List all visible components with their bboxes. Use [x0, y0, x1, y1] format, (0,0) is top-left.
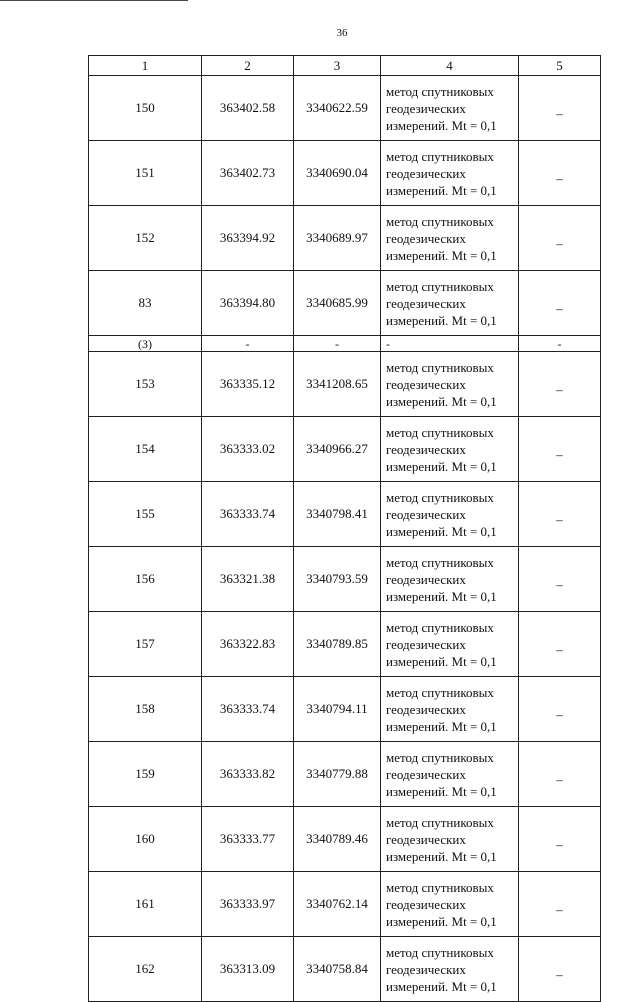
note-cell: – [519, 141, 601, 206]
point-number-cell: 161 [89, 872, 202, 937]
method-line: измерений. Mt = 0,1 [386, 523, 497, 539]
page-number: 36 [336, 27, 348, 39]
method-line: геодезических [386, 100, 466, 116]
note-cell: – [519, 677, 601, 742]
method-cell [381, 76, 519, 141]
table-row [89, 482, 601, 547]
method-line: метод спутниковых [386, 554, 494, 570]
point-number-cell: 154 [89, 417, 202, 482]
method-line: измерений. Mt = 0,1 [386, 182, 497, 198]
method-cell [381, 547, 519, 612]
y-coordinate-cell: 3340762.14 [294, 872, 381, 937]
x-coordinate-cell: 363394.80 [202, 271, 294, 336]
method-line: геодезических [386, 441, 466, 457]
method-line: геодезических [386, 506, 466, 522]
method-line: метод спутниковых [386, 148, 494, 164]
table-row [89, 612, 601, 677]
method-cell [381, 612, 519, 677]
method-line: метод спутниковых [386, 879, 494, 895]
method-line: геодезических [386, 571, 466, 587]
note-cell: – [519, 482, 601, 547]
header-col-5: 5 [519, 56, 601, 76]
header-col-1: 1 [89, 56, 202, 76]
method-line: геодезических [386, 961, 466, 977]
method-line: геодезических [386, 295, 466, 311]
y-coordinate-cell: 3340966.27 [294, 417, 381, 482]
table-row [89, 352, 601, 417]
point-number-cell: 158 [89, 677, 202, 742]
method-cell [381, 742, 519, 807]
method-line: измерений. Mt = 0,1 [386, 978, 497, 994]
method-line: измерений. Mt = 0,1 [386, 783, 497, 799]
method-line: метод спутниковых [386, 213, 494, 229]
x-coordinate-cell: 363313.09 [202, 937, 294, 1002]
note-cell: - [519, 336, 601, 352]
method-line: геодезических [386, 766, 466, 782]
note-cell: – [519, 872, 601, 937]
x-coordinate-cell: 363333.02 [202, 417, 294, 482]
x-coordinate-cell: 363394.92 [202, 206, 294, 271]
method-cell [381, 937, 519, 1002]
method-line: метод спутниковых [386, 489, 494, 505]
method-cell [381, 352, 519, 417]
point-number-cell: (3) [89, 336, 202, 352]
x-coordinate-cell: 363321.38 [202, 547, 294, 612]
method-line: метод спутниковых [386, 83, 494, 99]
note-cell: – [519, 742, 601, 807]
method-line: геодезических [386, 165, 466, 181]
note-cell: – [519, 76, 601, 141]
table-row [89, 937, 601, 1002]
method-line: - [386, 336, 390, 351]
x-coordinate-cell: 363333.82 [202, 742, 294, 807]
y-coordinate-cell: 3340793.59 [294, 547, 381, 612]
header-row [89, 56, 601, 76]
table-row [89, 547, 601, 612]
table-row [89, 76, 601, 141]
method-cell [381, 141, 519, 206]
method-line: метод спутниковых [386, 619, 494, 635]
method-line: измерений. Mt = 0,1 [386, 247, 497, 263]
header-col-4: 4 [381, 56, 519, 76]
method-line: измерений. Mt = 0,1 [386, 312, 497, 328]
y-coordinate-cell: 3340622.59 [294, 76, 381, 141]
point-number-cell: 157 [89, 612, 202, 677]
top-rule [0, 0, 188, 1]
y-coordinate-cell: 3340779.88 [294, 742, 381, 807]
y-coordinate-cell: - [294, 336, 381, 352]
method-line: измерений. Mt = 0,1 [386, 117, 497, 133]
table-row [89, 206, 601, 271]
header-col-2: 2 [202, 56, 294, 76]
table-row [89, 141, 601, 206]
x-coordinate-cell: - [202, 336, 294, 352]
method-line: измерений. Mt = 0,1 [386, 458, 497, 474]
note-cell: – [519, 417, 601, 482]
method-line: метод спутниковых [386, 359, 494, 375]
point-number-cell: 162 [89, 937, 202, 1002]
y-coordinate-cell: 3340789.85 [294, 612, 381, 677]
header-col-3: 3 [294, 56, 381, 76]
x-coordinate-cell: 363402.73 [202, 141, 294, 206]
x-coordinate-cell: 363335.12 [202, 352, 294, 417]
method-line: метод спутниковых [386, 684, 494, 700]
point-number-cell: 160 [89, 807, 202, 872]
table-row [89, 807, 601, 872]
point-number-cell: 151 [89, 141, 202, 206]
method-line: измерений. Mt = 0,1 [386, 588, 497, 604]
table-row [89, 742, 601, 807]
table-body [89, 76, 601, 1002]
note-cell: – [519, 937, 601, 1002]
point-number-cell: 155 [89, 482, 202, 547]
method-cell [381, 271, 519, 336]
note-cell: – [519, 612, 601, 677]
note-cell: – [519, 807, 601, 872]
note-cell: – [519, 547, 601, 612]
table-row [89, 677, 601, 742]
note-cell: – [519, 271, 601, 336]
method-cell [381, 482, 519, 547]
y-coordinate-cell: 3340798.41 [294, 482, 381, 547]
x-coordinate-cell: 363333.74 [202, 677, 294, 742]
table-row [89, 417, 601, 482]
method-line: геодезических [386, 376, 466, 392]
method-line: геодезических [386, 701, 466, 717]
y-coordinate-cell: 3340689.97 [294, 206, 381, 271]
method-line: измерений. Mt = 0,1 [386, 718, 497, 734]
y-coordinate-cell: 3340690.04 [294, 141, 381, 206]
table-row [89, 872, 601, 937]
point-number-cell: 159 [89, 742, 202, 807]
method-line: метод спутниковых [386, 814, 494, 830]
y-coordinate-cell: 3340685.99 [294, 271, 381, 336]
method-cell [381, 872, 519, 937]
x-coordinate-cell: 363333.97 [202, 872, 294, 937]
y-coordinate-cell: 3341208.65 [294, 352, 381, 417]
method-line: геодезических [386, 636, 466, 652]
method-line: геодезических [386, 831, 466, 847]
table-separator-row [89, 336, 601, 352]
x-coordinate-cell: 363333.77 [202, 807, 294, 872]
method-line: измерений. Mt = 0,1 [386, 913, 497, 929]
note-cell: – [519, 352, 601, 417]
method-cell [381, 677, 519, 742]
table-row [89, 271, 601, 336]
point-number-cell: 150 [89, 76, 202, 141]
point-number-cell: 83 [89, 271, 202, 336]
y-coordinate-cell: 3340758.84 [294, 937, 381, 1002]
point-number-cell: 156 [89, 547, 202, 612]
x-coordinate-cell: 363322.83 [202, 612, 294, 677]
coordinates-table [88, 55, 601, 1002]
x-coordinate-cell: 363333.74 [202, 482, 294, 547]
method-line: метод спутниковых [386, 424, 494, 440]
method-line: измерений. Mt = 0,1 [386, 848, 497, 864]
y-coordinate-cell: 3340794.11 [294, 677, 381, 742]
method-line: метод спутниковых [386, 749, 494, 765]
y-coordinate-cell: 3340789.46 [294, 807, 381, 872]
method-cell [381, 417, 519, 482]
method-cell [381, 807, 519, 872]
method-line: измерений. Mt = 0,1 [386, 393, 497, 409]
point-number-cell: 153 [89, 352, 202, 417]
method-line: измерений. Mt = 0,1 [386, 653, 497, 669]
method-line: геодезических [386, 230, 466, 246]
note-cell: – [519, 206, 601, 271]
method-cell [381, 336, 519, 352]
point-number-cell: 152 [89, 206, 202, 271]
method-line: геодезических [386, 896, 466, 912]
method-cell [381, 206, 519, 271]
method-line: метод спутниковых [386, 944, 494, 960]
method-line: метод спутниковых [386, 278, 494, 294]
x-coordinate-cell: 363402.58 [202, 76, 294, 141]
